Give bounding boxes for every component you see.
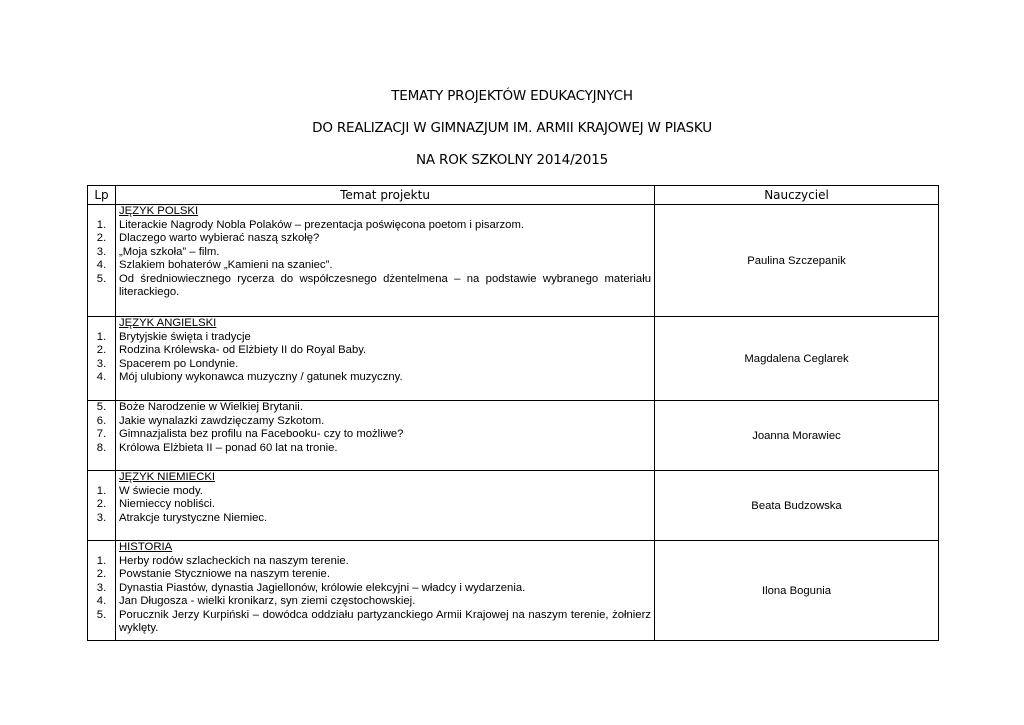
topic-item: Jakie wynalazki zawdzięczamy Szkotom. [119,414,325,427]
header-teacher: Nauczyciel [655,186,939,205]
topic-item: Porucznik Jerzy Kurpiński – dowódca oddziału partyzanckiego Armii Krajowej na naszym terenie, żołnierz wyklęty. [119,608,651,634]
topic-item: „Moja szkoła” – film. [119,245,220,258]
topic-item: Dynastia Piastów, dynastia Jagiellonów, królowie elekcyjni – władcy i wydarzenia. [119,581,526,594]
header-topic: Temat projektu [116,186,655,205]
item-number: 1. [96,484,107,497]
topic-item: Jan Długosza - wielki kronikarz, syn ziemi częstochowskiej. [119,595,416,607]
item-number: 4. [96,259,107,271]
item-number: 6. [96,414,107,427]
teacher-name: Beata Budzowska [655,471,939,541]
topic-item: Od średniowiecznego rycerza do współczesnego dżentelmena – na podstawie wybranego materiału literackiego. [119,272,651,298]
table-row [88,541,939,641]
subject-heading: HISTORIA [119,541,173,553]
table-row [88,205,939,317]
topic-item: Gimnazjalista bez profilu na Facebooku- czy to możliwe? [119,428,404,440]
row-topics [116,471,655,541]
item-number: 5. [96,272,107,285]
topic-item: W świecie mody. [119,484,203,497]
item-number: 3. [96,357,107,370]
teacher-name: Paulina Szczepanik [655,205,939,317]
topic-item: Brytyjskie święta i tradycje [119,330,251,343]
table-row [88,317,939,401]
table-header-row [88,186,939,205]
item-number: 1. [96,330,107,343]
teacher-name: Ilona Bogunia [655,541,939,641]
row-numbers [88,205,116,317]
item-number: 3. [96,511,107,524]
row-numbers [88,541,116,641]
item-number: 4. [96,595,107,607]
topic-item: Mój ulubiony wykonawca muzyczny / gatunek muzyczny. [119,371,403,383]
topic-item: Rodzina Królewska- od Elżbiety II do Royal Baby. [119,344,367,356]
item-number: 8. [96,441,107,454]
item-number: 3. [96,245,107,258]
teacher-name: Magdalena Ceglarek [655,317,939,401]
row-topics [116,541,655,641]
item-number: 7. [96,428,107,440]
topic-item: Boże Narodzenie w Wielkiej Brytanii. [119,401,303,413]
topic-item: Powstanie Styczniowe na naszym terenie. [119,568,330,580]
item-number: 5. [96,608,107,621]
subject-heading: JĘZYK NIEMIECKI [119,471,216,483]
topic-item: Dlaczego warto wybierać naszą szkołę? [119,232,320,244]
row-numbers [88,317,116,401]
number-spacer [88,471,115,485]
topic-item: Atrakcje turystyczne Niemiec. [119,511,268,524]
item-number: 3. [96,581,107,594]
row-topics [116,205,655,317]
item-number: 5. [96,401,107,413]
number-spacer [88,205,115,219]
item-number: 4. [96,371,107,383]
table-row [88,401,939,471]
topic-item: Herby rodów szlacheckich na naszym terenie. [119,554,349,567]
item-number: 2. [96,568,107,580]
document-title [0,86,1024,182]
row-topics [116,401,655,471]
title-line-1: TEMATY PROJEKTÓW EDUKACYJNYCH [391,88,633,104]
row-topics [116,317,655,401]
topic-item: Niemieccy nobliści. [119,498,216,510]
projects-table [87,185,939,641]
number-spacer [88,317,115,331]
item-number: 2. [96,344,107,356]
item-number: 2. [96,232,107,244]
subject-heading: JĘZYK POLSKI [119,205,199,217]
item-number: 1. [96,554,107,567]
row-numbers [88,401,116,471]
number-spacer [88,541,115,555]
item-number: 2. [96,498,107,510]
title-line-3: NA ROK SZKOLNY 2014/2015 [416,152,608,168]
topic-item: Szlakiem bohaterów „Kamieni na szaniec”. [119,259,333,271]
header-lp: Lp [88,186,116,205]
topic-item: Królowa Elżbieta II – ponad 60 lat na tronie. [119,441,338,454]
subject-heading: JĘZYK ANGIELSKI [119,317,217,329]
topic-item: Literackie Nagrody Nobla Polaków – prezentacja poświęcona poetom i pisarzom. [119,218,525,231]
teacher-name: Joanna Morawiec [655,401,939,471]
row-numbers [88,471,116,541]
table-row [88,471,939,541]
topic-item: Spacerem po Londynie. [119,357,239,370]
title-line-2: DO REALIZACJI W GIMNAZJUM IM. ARMII KRAJOWEJ W PIASKU [312,120,712,136]
item-number: 1. [96,218,107,231]
